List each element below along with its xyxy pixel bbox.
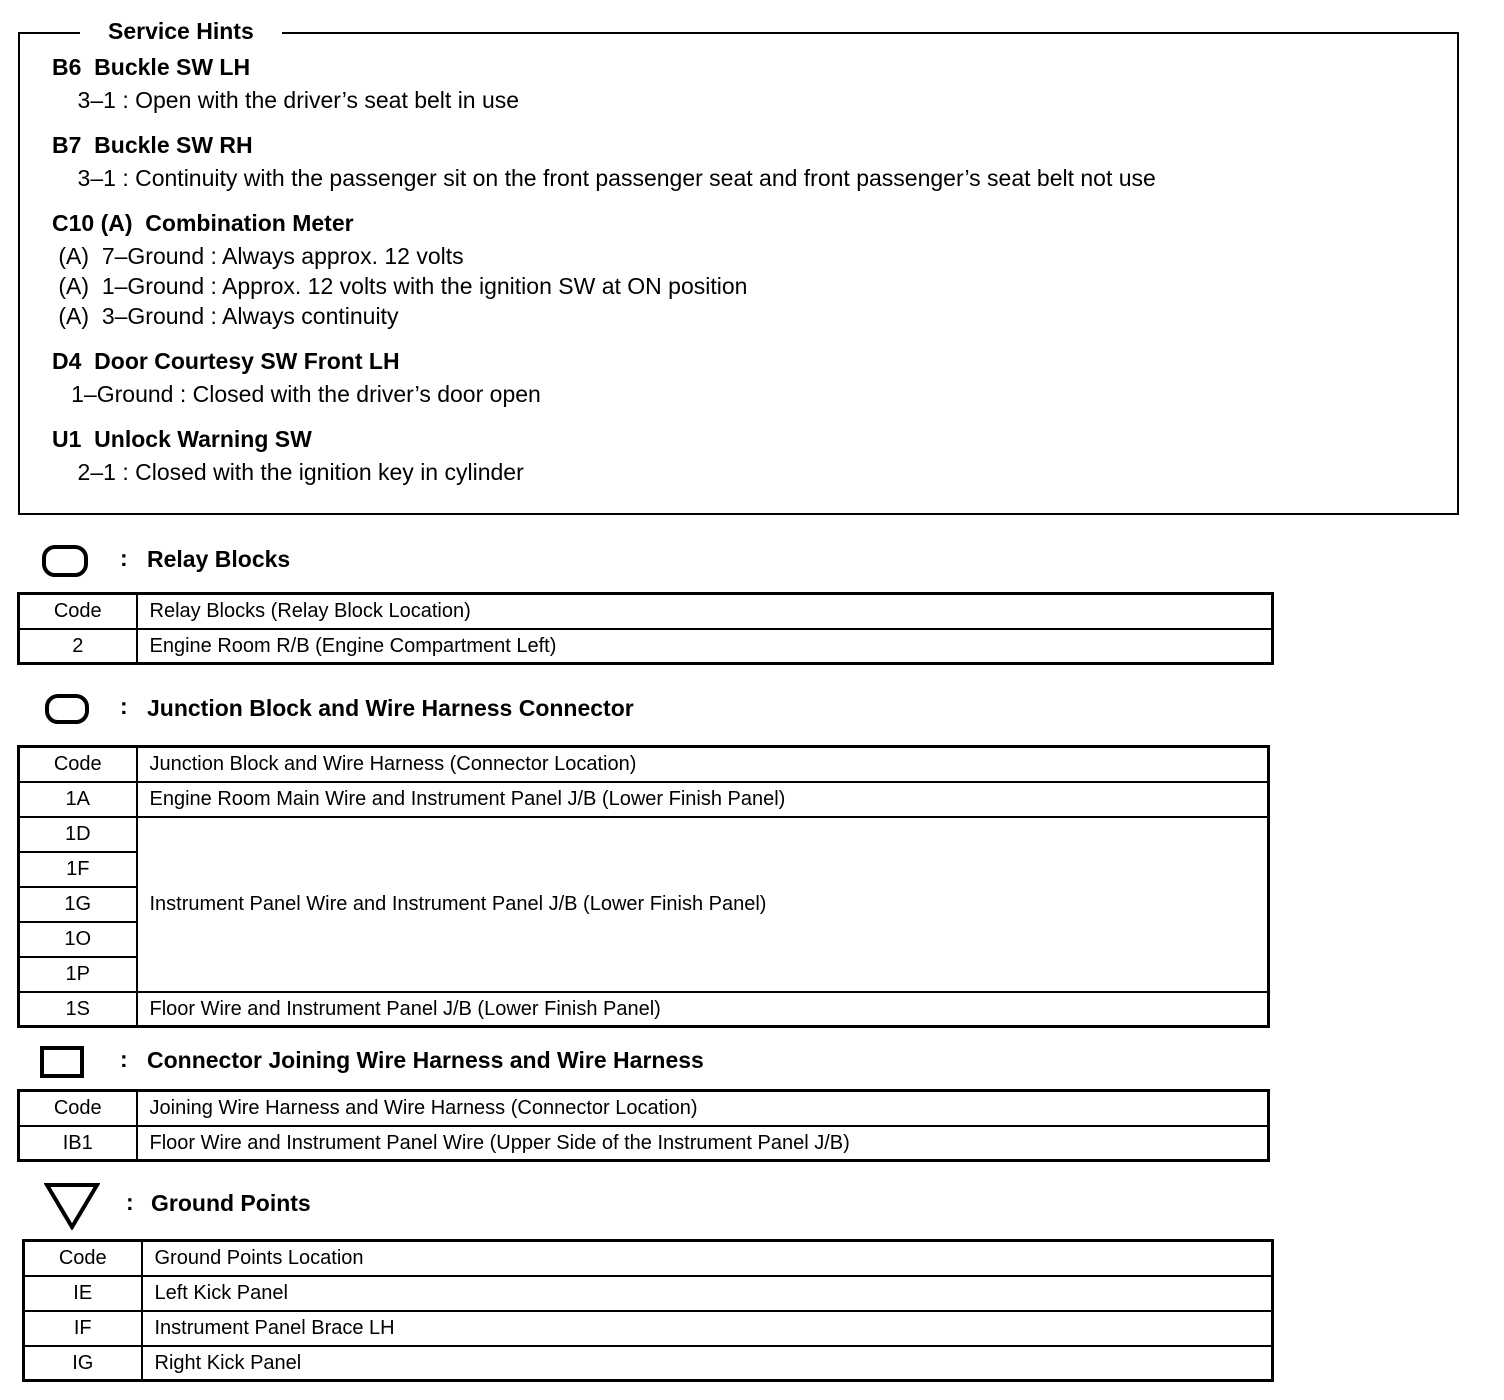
table-row xyxy=(24,1346,1273,1381)
ground-points-title: Ground Points xyxy=(151,1190,311,1216)
rounded-rectangle-icon xyxy=(42,545,88,577)
location-cell: Left Kick Panel xyxy=(142,1276,1273,1311)
code-header: Code xyxy=(19,747,137,782)
code-cell: 1G xyxy=(19,887,137,922)
junction-blocks-title: Junction Block and Wire Harness Connector xyxy=(147,695,634,721)
code-cell: 1D xyxy=(19,817,137,852)
code-cell: IG xyxy=(24,1346,142,1381)
table-header-row xyxy=(19,1091,1269,1126)
code-cell: 1S xyxy=(19,992,137,1027)
hint-heading-b7: B7 Buckle SW RH xyxy=(52,132,253,158)
location-header: Joining Wire Harness and Wire Harness (Connector Location) xyxy=(137,1091,1269,1126)
table-row xyxy=(19,782,1269,817)
location-cell: Right Kick Panel xyxy=(142,1346,1273,1381)
location-header: Relay Blocks (Relay Block Location) xyxy=(137,594,1273,629)
location-header: Junction Block and Wire Harness (Connector Location) xyxy=(137,747,1269,782)
location-cell: Floor Wire and Instrument Panel Wire (Upper Side of the Instrument Panel J/B) xyxy=(137,1126,1269,1161)
table-row xyxy=(19,1126,1269,1161)
service-hints-title: Service Hints xyxy=(80,16,282,46)
code-cell: 2 xyxy=(19,629,137,664)
location-header: Ground Points Location xyxy=(142,1241,1273,1276)
table-header-row xyxy=(19,594,1273,629)
code-header: Code xyxy=(19,1091,137,1126)
hint-heading-u1: U1 Unlock Warning SW xyxy=(52,426,312,452)
connector-joining-title: Connector Joining Wire Harness and Wire Harness xyxy=(147,1047,704,1073)
code-cell: IE xyxy=(24,1276,142,1311)
ground-points-colon: : xyxy=(126,1189,134,1215)
location-cell: Floor Wire and Instrument Panel J/B (Lower Finish Panel) xyxy=(137,992,1269,1027)
rounded-rectangle-icon xyxy=(45,694,89,724)
rectangle-icon xyxy=(40,1046,84,1078)
code-cell: 1F xyxy=(19,852,137,887)
table-row xyxy=(24,1311,1273,1346)
connector-joining-colon: : xyxy=(120,1046,128,1072)
code-cell: 1P xyxy=(19,957,137,992)
relay-blocks-title: Relay Blocks xyxy=(147,546,291,572)
connector-joining-table xyxy=(17,1089,1270,1162)
hint-heading-d4: D4 Door Courtesy SW Front LH xyxy=(52,348,400,374)
hint-line-u1: 2–1 : Closed with the ignition key in cylinder xyxy=(52,459,524,485)
hint-line-b6: 3–1 : Open with the driver’s seat belt in use xyxy=(52,87,520,113)
code-cell: 1O xyxy=(19,922,137,957)
table-row xyxy=(19,629,1273,664)
code-header: Code xyxy=(24,1241,142,1276)
code-cell: IF xyxy=(24,1311,142,1346)
code-cell: IB1 xyxy=(19,1126,137,1161)
table-header-row xyxy=(19,747,1269,782)
table-header-row xyxy=(24,1241,1273,1276)
hint-line-b7: 3–1 : Continuity with the passenger sit on the front passenger seat and front passenger’s seat belt not use xyxy=(52,165,1156,191)
table-row xyxy=(19,817,1269,852)
table-row xyxy=(19,992,1269,1027)
hint-heading-c10: C10 (A) Combination Meter xyxy=(52,210,354,236)
hint-line-d4: 1–Ground : Closed with the driver’s door open xyxy=(52,381,541,407)
ground-triangle-icon xyxy=(44,1182,100,1230)
location-cell: Engine Room Main Wire and Instrument Panel J/B (Lower Finish Panel) xyxy=(137,782,1269,817)
code-header: Code xyxy=(19,594,137,629)
junction-blocks-colon: : xyxy=(120,693,128,719)
hint-line-c10-2: (A) 1–Ground : Approx. 12 volts with the ignition SW at ON position xyxy=(52,273,748,299)
location-cell: Instrument Panel Wire and Instrument Panel J/B (Lower Finish Panel) xyxy=(137,817,1269,992)
ground-points-table xyxy=(22,1239,1274,1382)
relay-blocks-colon: : xyxy=(120,545,128,571)
location-cell: Instrument Panel Brace LH xyxy=(142,1311,1273,1346)
hint-line-c10-3: (A) 3–Ground : Always continuity xyxy=(52,303,399,329)
relay-blocks-table xyxy=(17,592,1274,665)
junction-blocks-table xyxy=(17,745,1270,1028)
location-cell: Engine Room R/B (Engine Compartment Left) xyxy=(137,629,1273,664)
table-row xyxy=(24,1276,1273,1311)
code-cell: 1A xyxy=(19,782,137,817)
hint-heading-b6: B6 Buckle SW LH xyxy=(52,54,251,80)
hint-line-c10-1: (A) 7–Ground : Always approx. 12 volts xyxy=(52,243,464,269)
